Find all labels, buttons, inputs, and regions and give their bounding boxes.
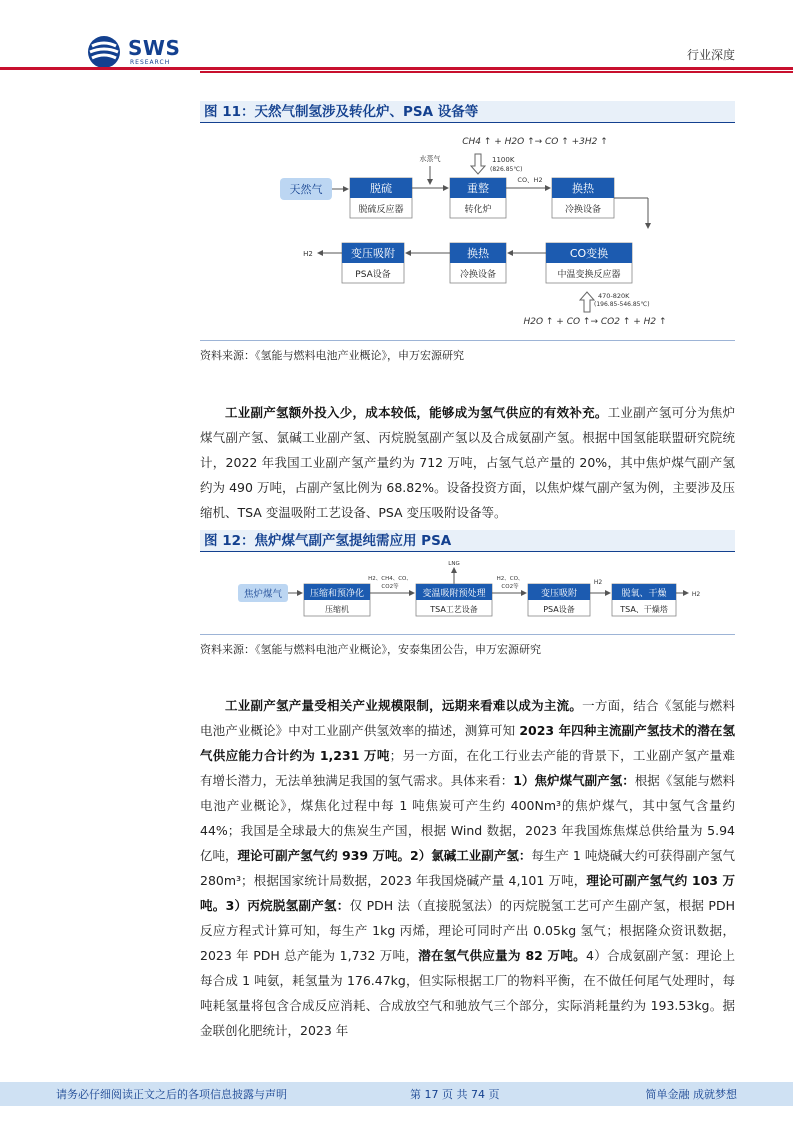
svg-text:换热: 换热 <box>467 247 489 260</box>
gas-label-2: H2、CO、 <box>496 576 524 582</box>
paragraph-1 <box>200 400 735 525</box>
svg-text:脱硫: 脱硫 <box>370 182 392 195</box>
svg-text:PSA设备: PSA设备 <box>355 270 391 280</box>
figure-11-diagram <box>200 126 735 336</box>
svg-text:TSA、干燥塔: TSA、干燥塔 <box>620 605 668 614</box>
lng-label: LNG <box>448 561 460 567</box>
para2-lead: 工业副产氢产量受相关产业规模限制，远期来看难以成为主流。 <box>225 698 583 713</box>
svg-text:中温变换反应器: 中温变换反应器 <box>557 270 621 280</box>
page-header <box>0 0 793 80</box>
process-box-psa <box>342 243 404 283</box>
process-box-desulfurization <box>350 178 412 218</box>
figure-12-rule <box>200 634 735 635</box>
process-box-heat-exchange-1 <box>552 178 614 218</box>
paragraph-1-body: 工业副产氢可分为焦炉煤气副产氢、氯碱工业副产氢、丙烷脱氢副产氢以及合成氨副产氢。根据中国氢能联盟研究院统计，2022 年我国工业副产氢产量约为 712 万吨，占氢气总产量的 20%，其中焦炉煤气副产氢约为 490 万吨，占副产氢比例为 68.82%。设备投资方面，以焦炉煤气副产氢为例，主要涉及压缩机、TSA 变温吸附工艺设备、PSA 变压吸附设备等。 <box>200 405 735 520</box>
svg-text:压缩和预净化: 压缩和预净化 <box>309 589 365 599</box>
process-box-deoxidation <box>612 584 676 616</box>
header-rule <box>0 67 793 70</box>
gas-label-2b: CO2等 <box>501 584 519 590</box>
svg-text:TSA工艺设备: TSA工艺设备 <box>430 605 478 614</box>
gas-label-1: H2、CH4、CO、 <box>368 576 412 582</box>
paragraph-2 <box>200 693 735 1043</box>
svg-text:变温吸附预处理: 变温吸附预处理 <box>422 589 486 599</box>
process-box-reforming <box>450 178 506 218</box>
svg-text:脱硫反应器: 脱硫反应器 <box>358 205 404 215</box>
coke-gas-label: 焦炉煤气 <box>243 589 283 600</box>
para2-text-3: 根据《氢能与燃料电池产业概论》，煤焦化过程中每 1 吨焦炭可产生约 400Nm³的焦炉煤气，其中氢气含量约 44%；我国是全球最大的焦炭生产国，根据 Wind 数据，2023 年我国炼焦煤总供给量为 5.94 亿吨， <box>200 773 735 863</box>
temperature-2: 470-820K <box>598 292 630 300</box>
equation-1: CH4 ↑ + H2O ↑→ CO ↑ +3H2 ↑ <box>462 137 608 147</box>
svg-text:冷换设备: 冷换设备 <box>459 270 497 280</box>
para2-bold-4: 理论可副产氢气约 103 万吨。3）丙烷脱氢副产氢： <box>200 873 735 913</box>
para2-text-2: ；另一方面，在化工行业去产能的背景下，工业副产氢产量难有增长潜力，无法单独满足我国的氢气需求。具体来看： <box>200 748 735 788</box>
gas-label-1b: CO2等 <box>381 584 399 590</box>
co-h2-label: CO、H2 <box>517 176 543 184</box>
svg-text:换热: 换热 <box>572 182 594 195</box>
figure-12-diagram <box>200 556 735 628</box>
steam-label: 水蒸气 <box>419 155 441 163</box>
para2-bold-3: 理论可副产氢气约 939 万吨。2）氯碱工业副产氢： <box>237 848 532 863</box>
h2-output-label: H2 <box>303 250 313 258</box>
svg-text:CO变换: CO变换 <box>569 247 609 260</box>
svg-text:压缩机: 压缩机 <box>325 605 349 614</box>
paragraph-1-lead: 工业副产氢额外投入少，成本较低，能够成为氢气供应的有效补充。 <box>225 405 608 420</box>
para2-bold-5: 潜在氢气供应量为 82 万吨。 <box>418 948 586 963</box>
para2-text-5: 仅 PDH 法（直接脱氢法）的丙烷脱氢工艺可产生副产氢，根据 PDH 反应方程式计算可知，每生产 1kg 丙烯，理论可同时产出 0.05kg 氢气；根据隆众资讯数据，2023 年 PDH 总产能为 1,732 万吨， <box>200 898 735 963</box>
para2-bold-2: 1）焦炉煤气副产氢： <box>513 773 635 788</box>
svg-text:转化炉: 转化炉 <box>464 205 492 215</box>
logo-text: SWS <box>128 36 181 60</box>
h2-output-label: H2 <box>691 591 701 598</box>
report-category: 行业深度 <box>686 48 735 62</box>
para2-text-1: 一方面，结合《氢能与燃料电池产业概论》中对工业副产供氢效率的描述，测算可知 <box>200 698 735 738</box>
para2-text-4: 每生产 1 吨烧碱大约可获得副产氢气 280m³；根据国家统计局数据，2023 年我国烧碱产量 4,101 万吨， <box>200 848 735 888</box>
svg-text:变压吸附: 变压吸附 <box>540 589 578 599</box>
process-box-co-shift <box>546 243 632 283</box>
h2-label-mid: H2 <box>593 579 603 586</box>
process-box-heat-exchange-2 <box>450 243 506 283</box>
temperature-2-celsius: (196.85-546.85℃) <box>594 301 650 308</box>
page-number: 第 17 页 共 74 页 <box>410 1088 500 1101</box>
figure-11-rule <box>200 340 735 341</box>
figure-12-title: 图 12：焦炉煤气副产氢提纯需应用 PSA <box>200 530 735 552</box>
svg-text:冷换设备: 冷换设备 <box>564 205 602 215</box>
heat-arrow-icon <box>471 154 485 174</box>
footer-slogan: 简单金融 成就梦想 <box>645 1088 737 1101</box>
header-rule-secondary <box>200 71 793 73</box>
figure-11-title: 图 11：天然气制氢涉及转化炉、PSA 设备等 <box>200 101 735 123</box>
sws-logo-icon <box>86 34 126 70</box>
figure-11-source: 资料来源：《氢能与燃料电池产业概论》，申万宏源研究 <box>200 349 464 362</box>
natural-gas-label: 天然气 <box>289 183 323 196</box>
equation-2: H2O ↑ + CO ↑→ CO2 ↑ + H2 ↑ <box>523 317 667 327</box>
temperature-1: 1100K <box>492 156 515 164</box>
para2-text-6: 4）合成氨副产氢：理论上每合成 1 吨氨，耗氢量为 176.47kg，但实际根据工厂的物料平衡，在不做任何尾气处理时，每吨耗氢量将包含合成反应消耗、合成放空气和驰放气三个部分，实际消耗量约为 193.53kg。据金联创化肥统计，2023 年 <box>200 948 735 1038</box>
footer-disclaimer: 请务必仔细阅读正文之后的各项信息披露与声明 <box>56 1088 287 1101</box>
process-box-tsa-pretreatment <box>416 584 492 616</box>
svg-text:脱氧、干燥: 脱氧、干燥 <box>621 589 667 599</box>
heat-arrow-icon-2 <box>580 292 594 312</box>
svg-text:PSA设备: PSA设备 <box>543 605 575 614</box>
para2-bold-1: 2023 年四种主流副产氢技术的潜在氢气供应能力合计约为 1,231 万吨 <box>200 723 735 763</box>
temperature-1-celsius: (826.85℃) <box>490 166 523 173</box>
process-box-compression <box>304 584 370 616</box>
logo-subtext: RESEARCH <box>130 59 171 66</box>
process-box-psa <box>528 584 590 616</box>
svg-text:变压吸附: 变压吸附 <box>351 247 395 260</box>
svg-text:重整: 重整 <box>467 182 489 195</box>
figure-12-source: 资料来源：《氢能与燃料电池产业概论》，安泰集团公告，申万宏源研究 <box>200 643 541 656</box>
